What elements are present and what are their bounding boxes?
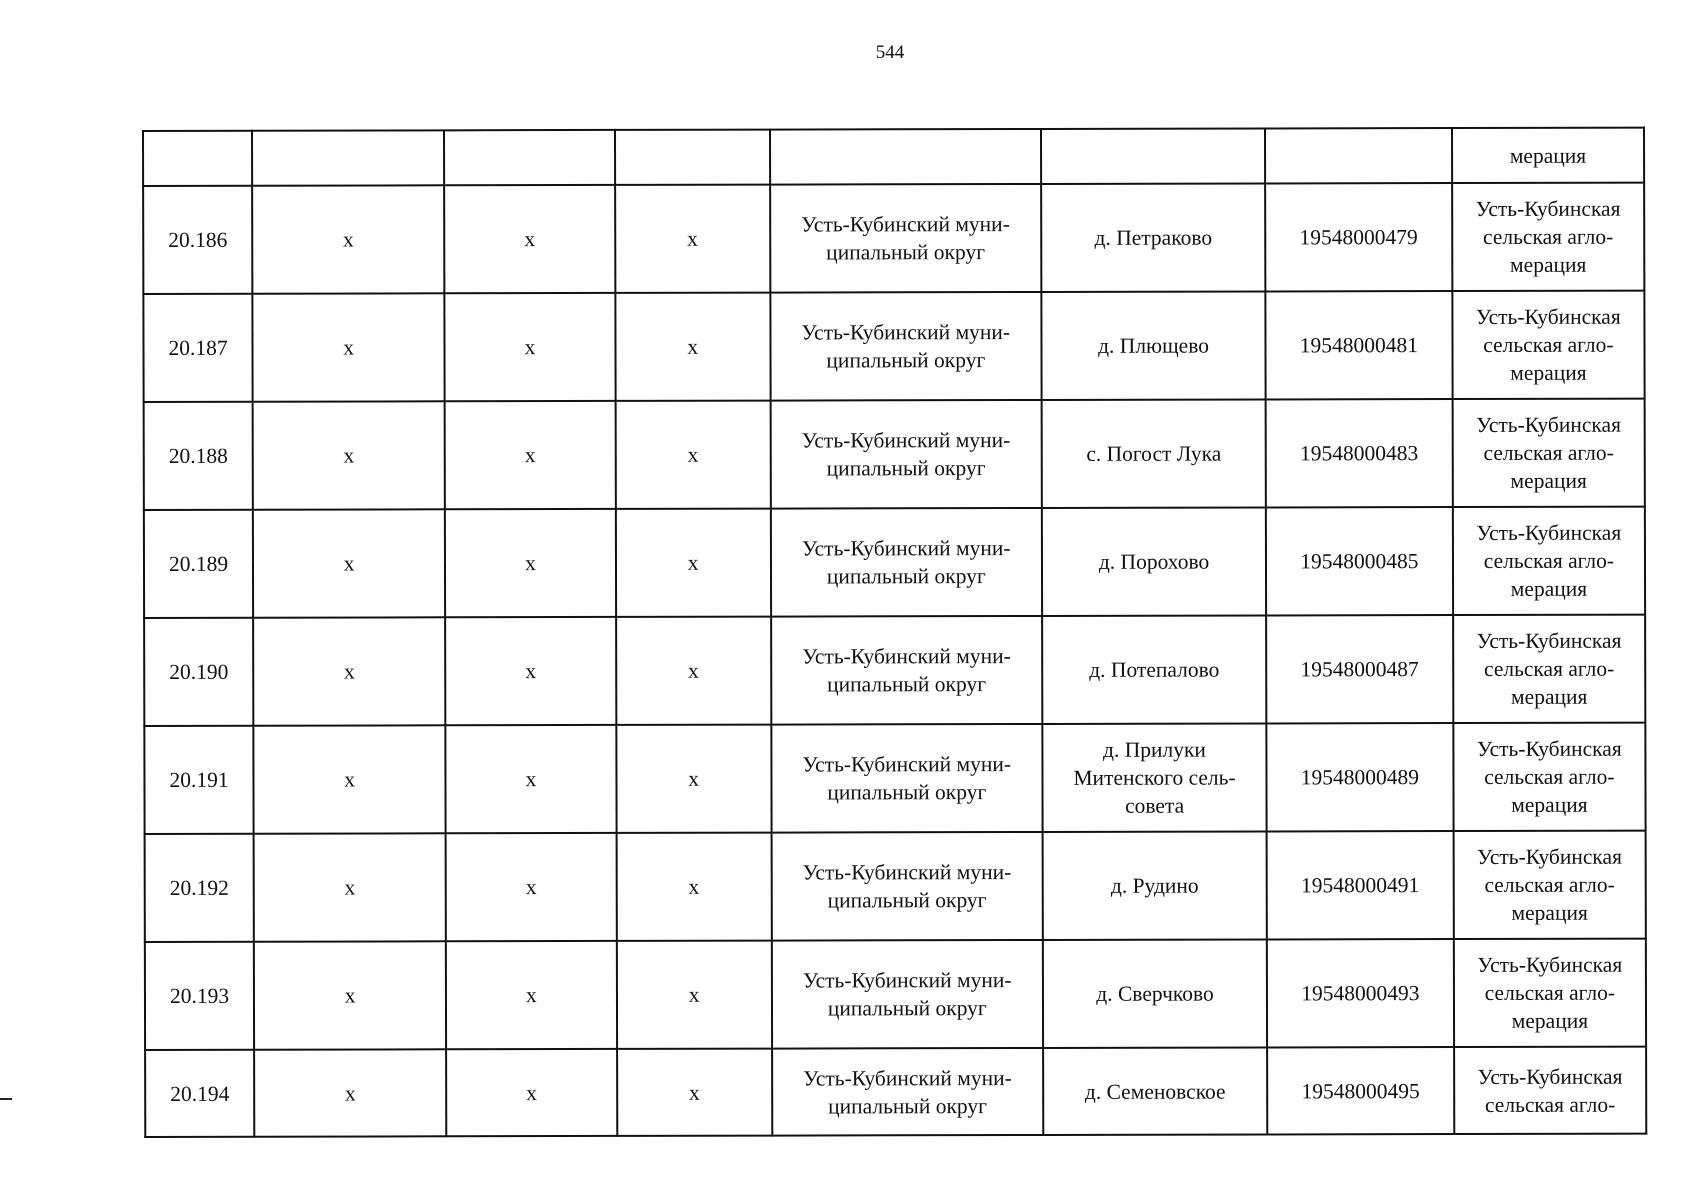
row-number-cell: 20.194: [145, 1050, 254, 1137]
oktmo-code-cell: 19548000493: [1267, 939, 1454, 1047]
settlement-cell: [1042, 615, 1266, 724]
district-cell: [770, 184, 1042, 293]
agglomeration-cell-line: Усть-Кубинская: [1477, 952, 1623, 977]
settlements-table: [142, 127, 1647, 1138]
agglomeration-cell-line: мерация: [1510, 576, 1588, 601]
mark-cell: х: [617, 941, 772, 1049]
district-cell-line: Усть-Кубинский муни-: [802, 644, 1011, 669]
continuation-cell: [1041, 128, 1265, 184]
row-number-cell: 20.186: [143, 186, 252, 294]
agglomeration-cell-line: сельская агло-: [1483, 656, 1615, 681]
district-cell-line: Усть-Кубинский муни-: [801, 320, 1011, 345]
settlement-cell-line: д. Потепалово: [1089, 657, 1220, 682]
district-cell-line: ципальный округ: [827, 780, 987, 805]
mark-cell: х: [253, 401, 445, 509]
settlement-cell-line: Митенского сель-: [1073, 765, 1236, 790]
district-cell-line: ципальный округ: [826, 456, 986, 481]
continuation-cell: [143, 131, 252, 186]
mark-cell: х: [446, 1049, 617, 1136]
agglomeration-cell-line: сельская агло-: [1482, 224, 1614, 249]
district-cell: [771, 616, 1043, 725]
continuation-cell: [252, 130, 444, 185]
settlement-cell-line: д. Семеновское: [1084, 1079, 1226, 1104]
district-cell: [770, 508, 1042, 617]
agglomeration-cell-line: мерация: [1511, 900, 1588, 925]
mark-cell: х: [445, 725, 616, 833]
agglomeration-cell-line: Усть-Кубинская: [1476, 628, 1622, 653]
agglomeration-cell-line: Усть-Кубинская: [1477, 1064, 1623, 1089]
mark-cell: х: [254, 725, 446, 833]
agglomeration-cell: [1453, 723, 1645, 831]
row-number-cell: 20.190: [144, 618, 253, 726]
mark-cell: х: [616, 725, 771, 833]
agglomeration-cell-line: Усть-Кубинская: [1476, 412, 1621, 437]
continuation-row: [143, 128, 1644, 186]
row-number-cell: 20.189: [144, 510, 253, 618]
agglomeration-cell-line: сельская агло-: [1484, 980, 1616, 1005]
continuation-cell: мерация: [1452, 128, 1644, 183]
agglomeration-cell: [1453, 615, 1645, 723]
district-cell: [772, 1048, 1044, 1136]
mark-cell: х: [253, 509, 445, 617]
mark-cell: х: [445, 509, 616, 617]
agglomeration-cell-line: Усть-Кубинская: [1475, 304, 1621, 329]
oktmo-code-cell: 19548000483: [1266, 399, 1453, 507]
agglomeration-cell-line: мерация: [1511, 792, 1588, 817]
district-cell-line: Усть-Кубинский муни-: [802, 752, 1012, 777]
oktmo-code-cell: 19548000487: [1266, 615, 1453, 723]
district-cell-line: ципальный округ: [826, 240, 986, 265]
table-row: [143, 291, 1644, 402]
settlement-cell: [1041, 183, 1265, 292]
row-number-cell: 20.193: [145, 942, 254, 1050]
row-number-cell: 20.187: [143, 294, 252, 402]
mark-cell: х: [253, 293, 445, 401]
district-cell-line: Усть-Кубинский муни-: [801, 536, 1011, 561]
agglomeration-cell: [1454, 1047, 1646, 1134]
district-cell-line: ципальный округ: [827, 996, 987, 1021]
row-number-cell: 20.191: [144, 726, 253, 834]
agglomeration-cell: [1453, 507, 1645, 615]
agglomeration-cell-line: Усть-Кубинская: [1476, 520, 1622, 545]
settlement-cell-line: д. Прилуки: [1102, 737, 1206, 762]
continuation-cell: [770, 129, 1042, 185]
mark-cell: х: [615, 401, 770, 509]
oktmo-code-cell: 19548000485: [1266, 507, 1453, 615]
settlement-cell-line: с. Погост Лука: [1086, 441, 1222, 466]
agglomeration-cell-line: сельская агло-: [1483, 332, 1614, 357]
district-cell-line: Усть-Кубинский муни-: [803, 1065, 1012, 1091]
continuation-cell: [615, 130, 770, 185]
agglomeration-cell-line: Усть-Кубинская: [1476, 736, 1622, 761]
agglomeration-cell: [1453, 831, 1645, 939]
settlement-cell: [1041, 291, 1265, 400]
settlement-cell-line: д. Петраково: [1094, 225, 1213, 250]
table-row: [145, 1047, 1646, 1137]
mark-cell: х: [446, 833, 617, 941]
district-cell: [770, 292, 1042, 401]
mark-cell: х: [617, 1049, 772, 1136]
margin-tick-mark: [0, 1098, 12, 1100]
mark-cell: х: [444, 185, 615, 293]
settlement-cell: [1043, 939, 1267, 1048]
oktmo-code-cell: 19548000489: [1266, 723, 1453, 831]
agglomeration-cell-line: мерация: [1511, 1008, 1589, 1033]
district-cell-line: Усть-Кубинский муни-: [802, 968, 1012, 993]
agglomeration-cell-line: мерация: [1510, 252, 1587, 277]
district-cell-line: Усть-Кубинский муни-: [802, 860, 1012, 885]
mark-cell: х: [616, 833, 771, 941]
agglomeration-cell-line: мерация: [1510, 684, 1588, 709]
settlement-cell-line: совета: [1125, 793, 1185, 818]
settlement-cell: [1043, 831, 1267, 940]
agglomeration-cell-line: мерация: [1510, 468, 1587, 493]
settlement-cell: [1042, 723, 1266, 832]
page-number: 544: [875, 42, 905, 63]
mark-cell: х: [444, 293, 615, 401]
district-cell-line: ципальный округ: [827, 888, 987, 913]
district-cell-line: Усть-Кубинский муни-: [801, 212, 1010, 237]
agglomeration-cell-line: сельская агло-: [1484, 764, 1615, 789]
oktmo-code-cell: 19548000491: [1267, 831, 1454, 939]
agglomeration-cell-line: сельская агло-: [1484, 1092, 1616, 1117]
mark-cell: х: [445, 617, 616, 725]
settlement-cell-line: д. Сверчково: [1096, 981, 1214, 1006]
district-cell-line: ципальный округ: [826, 564, 986, 589]
agglomeration-cell: [1454, 939, 1646, 1047]
settlement-cell-line: д. Порохово: [1098, 549, 1210, 574]
settlement-cell: [1043, 1047, 1267, 1135]
agglomeration-cell-line: Усть-Кубинская: [1477, 844, 1622, 869]
agglomeration-cell: [1452, 399, 1644, 507]
district-cell: [770, 400, 1042, 509]
row-number-cell: 20.188: [144, 402, 253, 510]
agglomeration-cell: [1452, 291, 1644, 399]
mark-cell: х: [616, 617, 771, 725]
mark-cell: х: [446, 941, 617, 1049]
agglomeration-cell-line: сельская агло-: [1484, 872, 1615, 897]
oktmo-code-cell: 19548000481: [1265, 291, 1452, 399]
oktmo-code-cell: 19548000495: [1267, 1047, 1454, 1134]
district-cell-line: ципальный округ: [828, 1093, 987, 1118]
settlement-cell: [1042, 399, 1266, 508]
table-row: [144, 507, 1645, 618]
mark-cell: х: [254, 941, 446, 1049]
district-cell: [771, 832, 1043, 941]
settlement-cell-line: д. Плющево: [1098, 333, 1209, 358]
settlement-cell-line: д. Рудино: [1110, 873, 1199, 898]
continuation-cell: [444, 130, 615, 185]
agglomeration-cell-line: Усть-Кубинская: [1475, 196, 1621, 221]
agglomeration-cell-line: сельская агло-: [1483, 440, 1614, 465]
agglomeration-cell: [1452, 183, 1644, 291]
mark-cell: х: [615, 293, 770, 401]
table-body: [143, 128, 1646, 1137]
mark-cell: х: [254, 1049, 446, 1136]
district-cell-line: ципальный округ: [827, 672, 987, 697]
district-cell-line: Усть-Кубинский муни-: [801, 428, 1011, 453]
mark-cell: х: [252, 185, 444, 293]
oktmo-code-cell: 19548000479: [1265, 183, 1452, 291]
mark-cell: х: [253, 617, 445, 725]
table-row: [144, 615, 1645, 726]
district-cell: [771, 940, 1043, 1049]
table-row: [143, 183, 1644, 294]
agglomeration-cell-line: мерация: [1510, 360, 1587, 385]
table-row: [144, 399, 1645, 510]
district-cell-line: ципальный округ: [826, 348, 986, 373]
mark-cell: х: [616, 509, 771, 617]
table-row: [145, 831, 1646, 942]
continuation-cell: [1265, 128, 1452, 183]
table-row: [144, 723, 1645, 834]
mark-cell: х: [615, 185, 770, 293]
table-row: [145, 939, 1646, 1050]
settlement-cell: [1042, 507, 1266, 616]
mark-cell: х: [445, 401, 616, 509]
row-number-cell: 20.192: [145, 834, 254, 942]
agglomeration-cell-line: сельская агло-: [1483, 548, 1615, 573]
mark-cell: х: [254, 833, 446, 941]
district-cell: [771, 724, 1043, 833]
